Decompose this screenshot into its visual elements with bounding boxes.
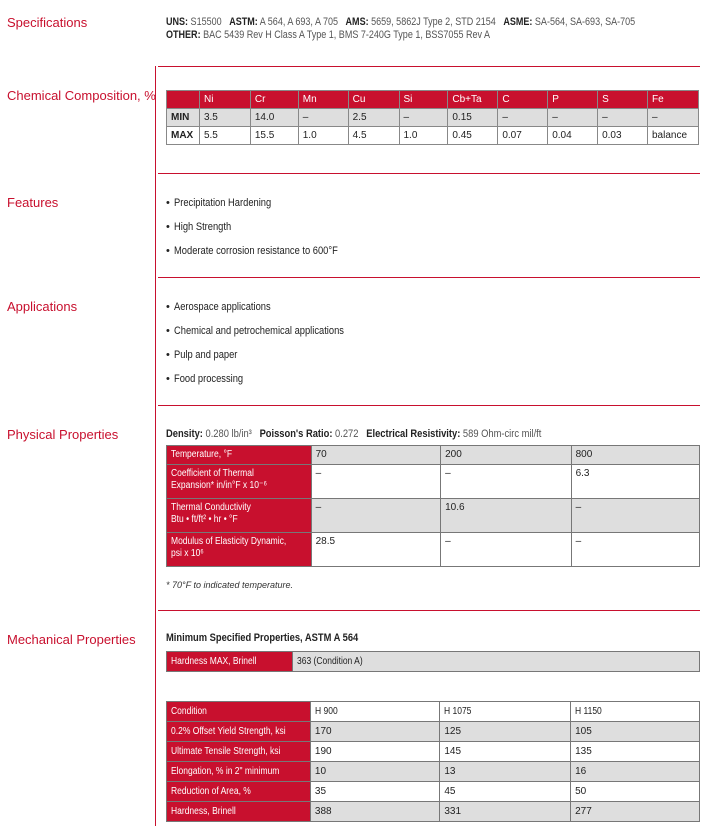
row-label: Thermal Conductivity Btu • ft/ft² • hr • °F <box>167 499 312 533</box>
divider <box>158 173 700 174</box>
table-cell: 363 (Condition A) <box>292 652 699 672</box>
table-cell: 35 <box>310 782 439 802</box>
chem-cell: – <box>647 109 698 127</box>
table-row <box>167 722 700 742</box>
chem-cell: 4.5 <box>348 127 399 145</box>
chem-cell: 1.0 <box>298 127 348 145</box>
table-cell: 200 <box>441 446 571 465</box>
chem-min-label: MIN <box>167 109 200 127</box>
divider <box>158 277 700 278</box>
table-row <box>167 499 700 533</box>
thermal-footnote: * 70°F to indicated temperature. <box>166 580 294 590</box>
chem-header: Cr <box>250 91 298 109</box>
spec-line-1 <box>166 16 658 29</box>
chemical-table <box>166 90 699 145</box>
table-cell: 13 <box>440 762 571 782</box>
table-cell: – <box>571 533 699 567</box>
poisson-label: Poisson's Ratio: <box>259 428 333 440</box>
table-cell: 800 <box>571 446 699 465</box>
chem-cell: 0.45 <box>448 127 498 145</box>
table-cell: 277 <box>571 802 700 822</box>
chem-header-corner <box>167 91 200 109</box>
ams-label: AMS: <box>345 16 369 28</box>
chem-cell: – <box>399 109 448 127</box>
table-cell: 10.6 <box>441 499 571 533</box>
chem-header: Ni <box>199 91 250 109</box>
section-title-specifications: Specifications <box>7 15 88 30</box>
chem-header: Cb+Ta <box>448 91 498 109</box>
table-row <box>167 782 700 802</box>
table-cell: 135 <box>571 742 700 762</box>
table-cell: 145 <box>440 742 571 762</box>
chem-cell: – <box>598 109 648 127</box>
table-cell: – <box>311 499 441 533</box>
table-row <box>167 702 700 722</box>
chem-cell: 3.5 <box>199 109 250 127</box>
section-title-features: Features <box>7 195 59 210</box>
section-title-physical: Physical Properties <box>7 427 119 442</box>
chem-cell: – <box>548 109 598 127</box>
chem-cell: 0.04 <box>548 127 598 145</box>
poisson-value: 0.272 <box>335 428 359 440</box>
chem-header: C <box>498 91 548 109</box>
divider <box>158 66 700 67</box>
chem-header: Fe <box>647 91 698 109</box>
spec-line-2 <box>166 29 658 42</box>
chem-header: Mn <box>298 91 348 109</box>
row-label: Condition <box>167 702 311 722</box>
list-item: • High Strength <box>166 220 367 244</box>
table-cell: 331 <box>440 802 571 822</box>
applications-list <box>166 300 374 396</box>
table-cell: – <box>311 465 441 499</box>
ams-value: 5659, 5862J Type 2, STD 2154 <box>371 16 496 28</box>
chem-header-row <box>167 91 699 109</box>
divider <box>158 610 700 611</box>
chem-cell: 15.5 <box>250 127 298 145</box>
vertical-divider <box>155 66 156 826</box>
other-value: BAC 5439 Rev H Class A Type 1, BMS 7-240G Type 1, BSS7055 Rev A <box>203 29 491 41</box>
chem-cell: 2.5 <box>348 109 399 127</box>
density-label: Density: <box>166 428 203 440</box>
features-list <box>166 196 367 268</box>
table-cell: 70 <box>311 446 441 465</box>
chem-cell: 1.0 <box>399 127 448 145</box>
chem-cell: 5.5 <box>199 127 250 145</box>
mechanical-subtitle: Minimum Specified Properties, ASTM A 564 <box>166 632 359 644</box>
resistivity-value: 589 Ohm-circ mil/ft <box>462 428 542 440</box>
density-value: 0.280 lb/in³ <box>205 428 252 440</box>
chem-max-row <box>167 127 699 145</box>
table-cell: 388 <box>310 802 439 822</box>
physical-summary <box>166 428 608 440</box>
list-item: • Aerospace applications <box>166 300 374 324</box>
chem-header: Si <box>399 91 448 109</box>
table-row <box>167 742 700 762</box>
section-title-applications: Applications <box>7 299 78 314</box>
uns-label: UNS: <box>166 16 189 28</box>
table-row <box>167 446 700 465</box>
chem-cell: – <box>498 109 548 127</box>
table-row <box>167 762 700 782</box>
other-label: OTHER: <box>166 29 201 41</box>
table-cell: – <box>441 533 571 567</box>
table-row <box>167 465 700 499</box>
list-item: • Food processing <box>166 372 374 396</box>
row-label: Hardness MAX, Brinell <box>167 652 293 672</box>
chem-header: S <box>598 91 648 109</box>
chem-cell: – <box>298 109 348 127</box>
table-row <box>167 802 700 822</box>
row-label: Temperature, °F <box>167 446 312 465</box>
astm-value: A 564, A 693, A 705 <box>259 16 339 28</box>
uns-value: S15500 <box>190 16 222 28</box>
table-cell: 50 <box>571 782 700 802</box>
table-cell: 16 <box>571 762 700 782</box>
asme-label: ASME: <box>503 16 533 28</box>
specifications-block <box>166 16 703 42</box>
table-cell: 125 <box>440 722 571 742</box>
row-label: Reduction of Area, % <box>167 782 311 802</box>
physical-table <box>166 445 700 567</box>
list-item: • Chemical and petrochemical applications <box>166 324 374 348</box>
table-cell: 105 <box>571 722 700 742</box>
chem-cell: 0.03 <box>598 127 648 145</box>
chem-header: Cu <box>348 91 399 109</box>
table-cell: – <box>441 465 571 499</box>
row-label: Modulus of Elasticity Dynamic, psi x 10⁶ <box>167 533 312 567</box>
chem-cell: 0.15 <box>448 109 498 127</box>
mechanical-table <box>166 701 700 822</box>
table-cell: H 1150 <box>571 702 700 722</box>
list-item: • Pulp and paper <box>166 348 374 372</box>
section-title-mechanical: Mechanical Properties <box>7 632 136 647</box>
table-cell: H 900 <box>310 702 439 722</box>
row-label: Elongation, % in 2" minimum <box>167 762 311 782</box>
table-cell: 6.3 <box>571 465 699 499</box>
table-cell: 10 <box>310 762 439 782</box>
row-label: Ultimate Tensile Strength, ksi <box>167 742 311 762</box>
list-item: • Precipitation Hardening <box>166 196 367 220</box>
chem-header: P <box>548 91 598 109</box>
table-row <box>167 533 700 567</box>
chem-cell: balance <box>647 127 698 145</box>
chem-cell: 0.07 <box>498 127 548 145</box>
table-cell: 190 <box>310 742 439 762</box>
table-cell: 45 <box>440 782 571 802</box>
row-label: 0.2% Offset Yield Strength, ksi <box>167 722 311 742</box>
astm-label: ASTM: <box>229 16 258 28</box>
table-cell: H 1075 <box>440 702 571 722</box>
chem-cell: 14.0 <box>250 109 298 127</box>
table-row <box>167 652 700 672</box>
asme-value: SA-564, SA-693, SA-705 <box>534 16 636 28</box>
hardness-table <box>166 651 700 672</box>
table-cell: 170 <box>310 722 439 742</box>
table-cell: 28.5 <box>311 533 441 567</box>
chem-min-row <box>167 109 699 127</box>
section-title-chemical: Chemical Composition, % <box>7 88 156 103</box>
row-label: Hardness, Brinell <box>167 802 311 822</box>
chem-max-label: MAX <box>167 127 200 145</box>
row-label: Coefficient of Thermal Expansion* in/in°F x 10⁻⁶ <box>167 465 312 499</box>
resistivity-label: Electrical Resistivity: <box>366 428 461 440</box>
list-item: • Moderate corrosion resistance to 600°F <box>166 244 367 268</box>
table-cell: – <box>571 499 699 533</box>
divider <box>158 405 700 406</box>
